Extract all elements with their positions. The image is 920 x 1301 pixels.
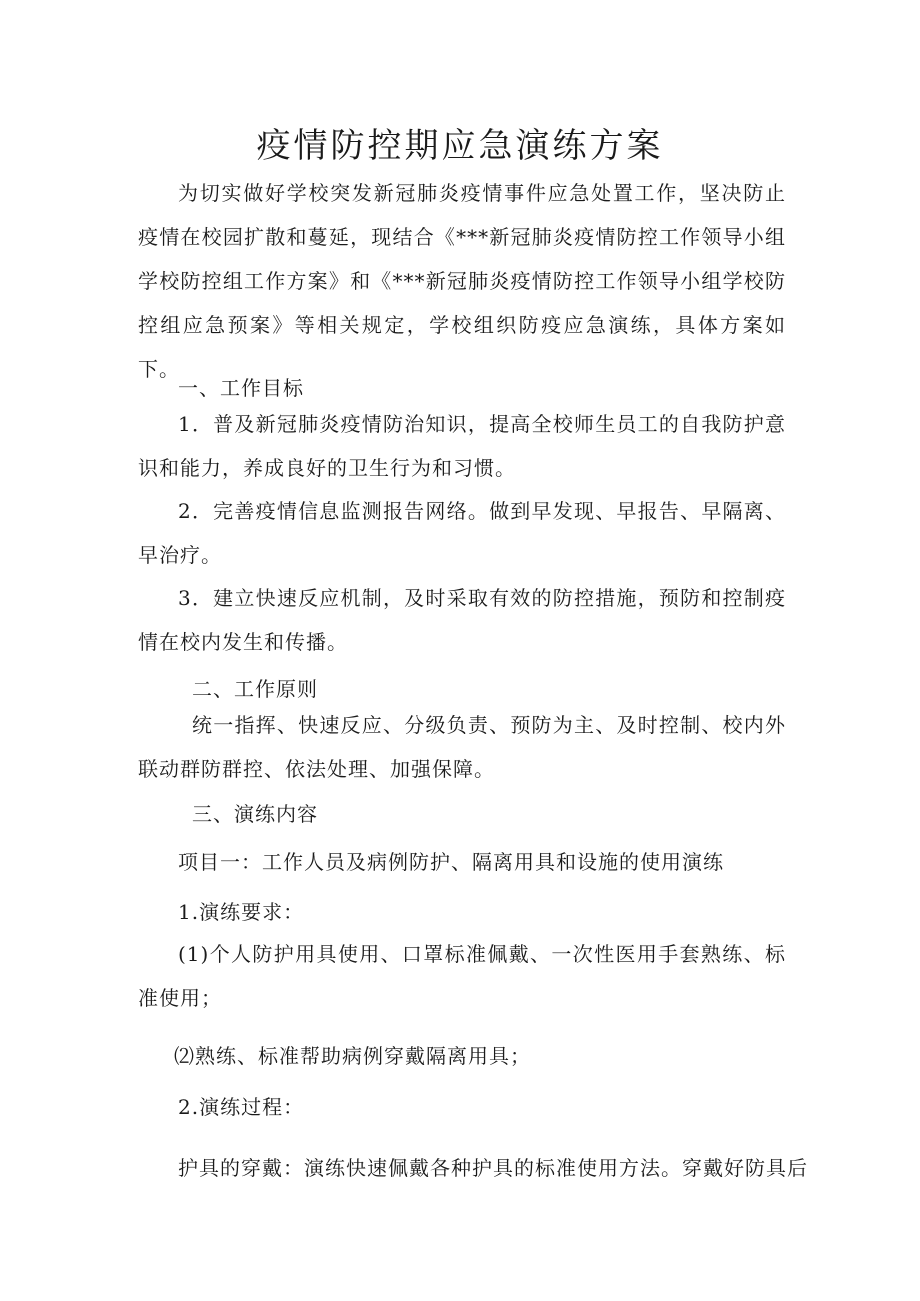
goal-item-2: 2．完善疫情信息监测报告网络。做到早发现、早报告、早隔离、早治疗。 <box>138 499 786 567</box>
requirements-heading: 1.演练要求： <box>178 900 305 924</box>
process-paragraph: 护具的穿戴：演练快速佩戴各种护具的标准使用方法。穿戴好防具后 <box>178 1156 808 1180</box>
section-heading-goals: 一、工作目标 <box>178 376 304 400</box>
project-heading: 项目一：工作人员及病例防护、隔离用具和设施的使用演练 <box>178 850 724 874</box>
process-heading: 2.演练过程： <box>178 1095 305 1119</box>
section-heading-principles: 二、工作原则 <box>192 677 318 701</box>
goal-item-3: 3．建立快速反应机制，及时采取有效的防控措施，预防和控制疫情在校内发生和传播。 <box>138 586 786 654</box>
section-heading-content: 三、演练内容 <box>192 802 318 826</box>
intro-paragraph: 为切实做好学校突发新冠肺炎疫情事件应急处置工作，坚决防止疫情在校园扩散和蔓延，现结合《***新冠肺炎疫情防控工作领导小组学校防控组工作方案》和《***新冠肺炎疫情防控工作领导小组学校防控组应急预案》等相关规定，学校组织防疫应急演练，具体方案如下。 <box>138 181 786 381</box>
requirement-item-1: (1)个人防护用具使用、口罩标准佩戴、一次性医用手套熟练、标准使用； <box>138 942 786 1010</box>
requirement-item-2: ⑵熟练、标准帮助病例穿戴隔离用具； <box>174 1044 531 1068</box>
goal-item-1: 1．普及新冠肺炎疫情防治知识，提高全校师生员工的自我防护意识和能力，养成良好的卫生行为和习惯。 <box>138 412 786 480</box>
principles-paragraph: 统一指挥、快速反应、分级负责、预防为主、及时控制、校内外联动群防群控、依法处理、加强保障。 <box>138 713 786 781</box>
document-title: 疫情防控期应急演练方案 <box>256 126 664 166</box>
